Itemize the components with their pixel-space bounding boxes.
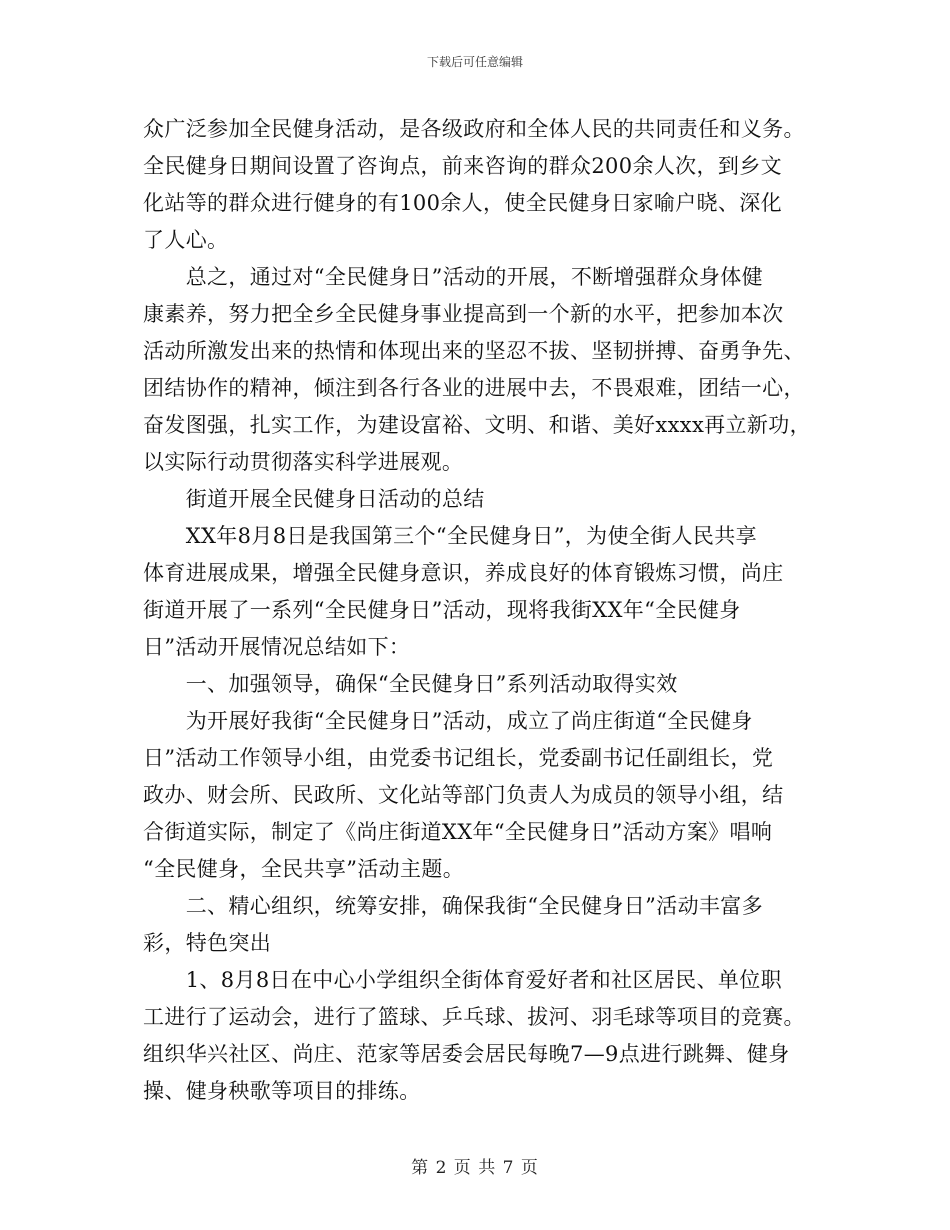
- text-line: 众广泛参加全民健身活动，是各级政府和全体人民的共同责任和义务。: [143, 117, 805, 141]
- text-line: 为开展好我街“全民健身日”活动，成立了尚庄街道“全民健身: [143, 709, 753, 733]
- text-line: 街道开展了一系列“全民健身日”活动，现将我街XX年“全民健身: [143, 598, 741, 622]
- section-heading: 彩，特色突出: [143, 931, 272, 955]
- text-line: 总之，通过对“全民健身日”活动的开展，不断增强群众身体健: [143, 265, 763, 289]
- text-line: 操、健身秧歌等项目的排练。: [143, 1079, 421, 1103]
- section-title: 街道开展全民健身日活动的总结: [143, 487, 485, 511]
- document-body: [143, 111, 815, 1110]
- text-line: 合街道实际，制定了《尚庄街道XX年“全民健身日”活动方案》唱响: [143, 820, 773, 844]
- text-line: 日”活动开展情况总结如下：: [143, 635, 411, 659]
- section-heading: 二、精心组织，统筹安排，确保我街“全民健身日”活动丰富多: [143, 894, 763, 918]
- text-line: 以实际行动贯彻落实科学进展观。: [143, 450, 464, 474]
- text-line: 政办、财会所、民政所、文化站等部门负责人为成员的领导小组，结: [143, 783, 784, 807]
- text-line: 组织华兴社区、尚庄、范家等居委会居民每晚7—9点进行跳舞、健身: [143, 1042, 790, 1066]
- text-line: 体育进展成果，增强全民健身意识，养成良好的体育锻炼习惯，尚庄: [143, 561, 784, 585]
- section-heading: 一、加强领导，确保“全民健身日”系列活动取得实效: [143, 672, 678, 696]
- page-footer: 第 2 页 共 7 页: [411, 1158, 539, 1178]
- text-line: 团结协作的精神，倾注到各行各业的进展中去，不畏艰难，团结一心，: [143, 376, 805, 400]
- text-line: 活动所激发出来的热情和体现出来的坚忍不拔、坚韧拼搏、奋勇争先、: [143, 339, 805, 363]
- text-line: 康素养，努力把全乡全民健身事业提高到一个新的水平，把参加本次: [143, 302, 784, 326]
- text-line: “全民健身，全民共享”活动主题。: [143, 857, 465, 881]
- text-line: 奋发图强，扎实工作，为建设富裕、文明、和谐、美好xxxx再立新功，: [143, 413, 811, 437]
- text-line: 全民健身日期间设置了咨询点，前来咨询的群众200余人次，到乡文: [143, 154, 782, 178]
- text-line: 工进行了运动会，进行了篮球、乒乓球、拔河、羽毛球等项目的竞赛。: [143, 1005, 805, 1029]
- text-line: 1、8月8日在中心小学组织全街体育爱好者和社区居民、单位职: [143, 968, 782, 992]
- page-header: 下载后可任意编辑: [426, 55, 523, 69]
- text-line: XX年8月8日是我国第三个“全民健身日”，为使全街人民共享: [143, 524, 757, 548]
- text-line: 了人心。: [143, 228, 229, 252]
- text-line: 化站等的群众进行健身的有100余人，使全民健身日家喻户晓、深化: [143, 191, 782, 215]
- text-line: 日”活动工作领导小组，由党委书记组长，党委副书记任副组长，党: [143, 746, 774, 770]
